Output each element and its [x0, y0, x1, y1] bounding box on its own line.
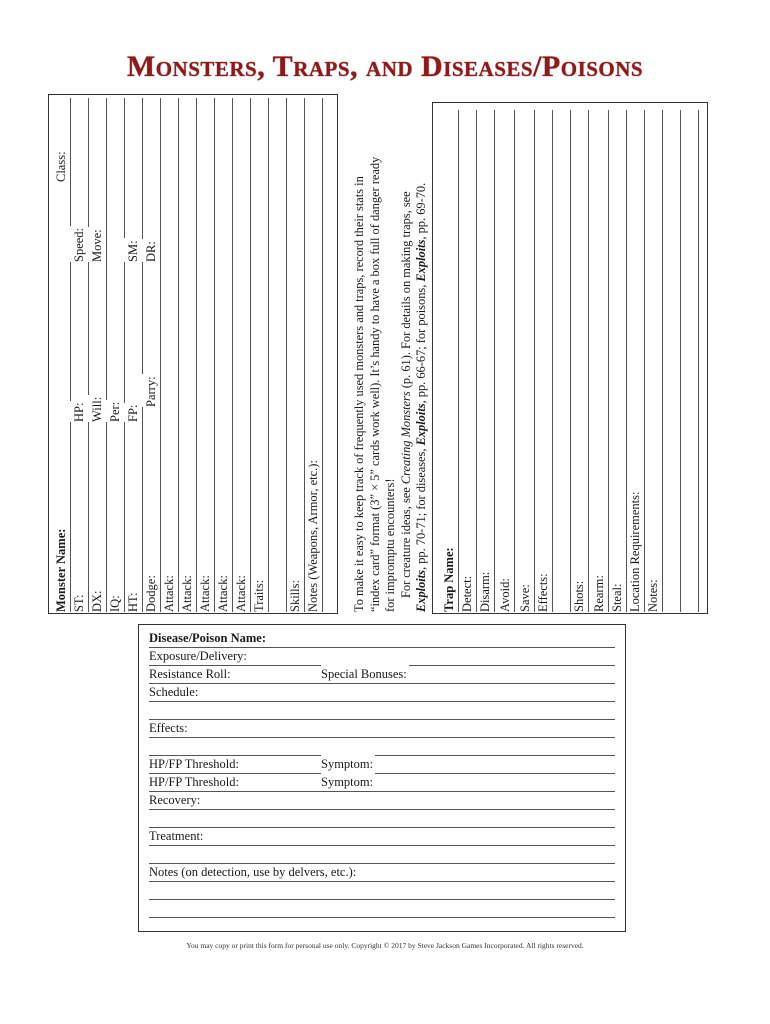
dx-label: DX:: [90, 590, 104, 612]
notes-label: Notes (Weapons, Armor, etc.):: [306, 460, 320, 612]
speed-label: Speed:: [72, 227, 86, 262]
shots-label: Shots:: [572, 580, 586, 612]
steal-label: Steal:: [610, 583, 624, 612]
trap-notes-label: Notes:: [646, 579, 660, 612]
attack-label-3: Attack:: [198, 575, 212, 612]
per-label: Per:: [108, 401, 122, 422]
avoid-label: Avoid:: [498, 578, 512, 612]
recovery-label: Recovery:: [149, 793, 201, 807]
dodge-label: Dodge:: [144, 575, 158, 612]
trap-name-label: Trap Name:: [442, 547, 456, 612]
intro-text: [352, 94, 430, 612]
intro-line-4c: (p. 61). For details on making traps, see: [398, 191, 413, 392]
save-label: Save:: [518, 584, 532, 612]
intro-line-4b: Creating Monsters: [398, 391, 413, 485]
intro-line-5a: Exploits: [414, 570, 428, 612]
attack-label-5: Attack:: [234, 575, 248, 612]
intro-line-3: for impromptu encounters!: [383, 478, 397, 612]
trap-form: [440, 110, 702, 612]
hp-label: HP:: [72, 402, 86, 422]
intro-line-5b: , pp. 70-71; for diseases,: [414, 445, 428, 570]
attack-label-4: Attack:: [216, 575, 230, 612]
fp-label: FP:: [126, 404, 140, 422]
st-label: ST:: [72, 594, 86, 612]
monster-class-label: Class:: [54, 151, 68, 182]
rearm-label: Rearm:: [592, 575, 606, 612]
detect-label: Detect:: [460, 575, 474, 612]
intro-line-5c: Exploits: [414, 403, 428, 446]
intro-line-5d: , pp. 66-67; for poisons,: [414, 281, 428, 404]
attack-label-2: Attack:: [180, 575, 194, 612]
location-requirements-label: Location Requirements:: [628, 491, 642, 612]
resistance-label: Resistance Roll:: [149, 667, 231, 681]
disease-name-label: Disease/Poison Name:: [149, 631, 266, 645]
intro-line-5e: Exploits: [414, 239, 428, 282]
page-title: Monsters, Traps, and Diseases/Poisons: [126, 50, 644, 83]
exposure-label: Exposure/Delivery:: [149, 649, 247, 663]
threshold-label-2: HP/FP Threshold:: [149, 775, 239, 789]
symptom-label-1: Symptom:: [321, 757, 374, 771]
treatment-label: Treatment:: [149, 829, 204, 843]
threshold-label-1: HP/FP Threshold:: [149, 757, 239, 771]
disease-box: [138, 624, 626, 932]
disarm-label: Disarm:: [478, 571, 492, 612]
iq-label: IQ:: [108, 595, 122, 612]
copyright-footer: You may copy or print this form for personal use only. Copyright © 2017 by Steve Jackson Games Incorporated. All rights reserved.: [186, 941, 584, 950]
move-label: Move:: [90, 229, 104, 262]
dr-label: DR:: [144, 241, 158, 262]
effects-label: Effects:: [536, 573, 550, 612]
intro-line-5f: , pp. 69-70.: [414, 182, 428, 240]
ht-label: HT:: [126, 592, 140, 612]
sm-label: SM:: [126, 240, 140, 262]
monster-form: [52, 98, 336, 612]
traits-label: Traits:: [252, 579, 266, 612]
intro-line-1: To make it easy to keep track of frequently used monsters and traps, record their stats in: [352, 176, 366, 612]
intro-line-4a: For creature ideas, see: [398, 484, 413, 598]
disease-notes-label: Notes (on detection, use by delvers, etc.):: [149, 865, 357, 879]
will-label: Will:: [90, 396, 104, 422]
intro-line-2: “index card” format (3” × 5” cards work well). It’s handy to have a box full of danger ready: [367, 156, 382, 612]
skills-label: Skills:: [288, 580, 302, 612]
symptom-label-2: Symptom:: [321, 775, 374, 789]
parry-label: Parry:: [144, 376, 158, 407]
monster-name-label: Monster Name:: [54, 528, 68, 612]
schedule-label: Schedule:: [149, 685, 199, 699]
effects-label: Effects:: [149, 721, 188, 735]
special-bonuses-label: Special Bonuses:: [321, 667, 407, 681]
attack-label-1: Attack:: [162, 575, 176, 612]
